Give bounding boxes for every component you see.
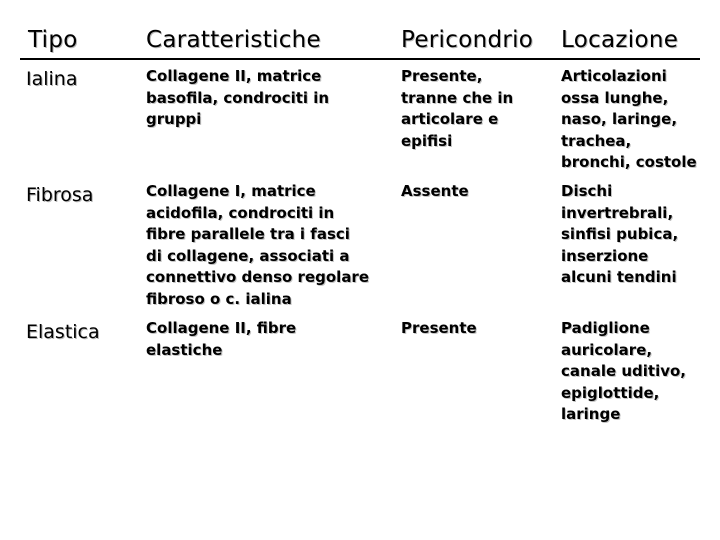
text-line: basofila, condrociti in xyxy=(146,88,330,107)
text-line: alcuni tendini xyxy=(561,268,677,286)
text-line: acidofila, condrociti in xyxy=(146,203,335,222)
row-fibrosa-caratteristiche xyxy=(146,181,369,310)
text-line: Assente xyxy=(401,182,469,200)
header-locazione: Locazione xyxy=(561,27,679,53)
text-line: connettivo denso regolare xyxy=(146,268,370,286)
text-line: fibre parallele tra i fasci xyxy=(146,225,350,243)
text-line: Presente xyxy=(401,319,477,337)
text-line: Collagene II, matrice xyxy=(146,67,322,85)
text-line: Articolazioni xyxy=(561,67,667,85)
header-tipo: Tipo xyxy=(28,27,78,53)
row-elastica-caratteristiche xyxy=(146,318,296,361)
text-line: auricolare, xyxy=(561,340,653,359)
text-line: bronchi, costole xyxy=(561,153,697,171)
row-type-fibrosa: Fibrosa xyxy=(26,184,94,206)
text-line: sinfisi pubica, xyxy=(561,225,679,243)
text-line: tranne che in xyxy=(401,88,514,107)
text-line: naso, laringe, xyxy=(561,110,678,128)
row-fibrosa-locazione xyxy=(561,181,678,289)
text-line: elastiche xyxy=(146,340,223,359)
text-line: Dischi xyxy=(561,182,613,200)
text-line: invertrebrali, xyxy=(561,203,674,222)
text-line: inserzione xyxy=(561,246,649,265)
row-type-elastica: Elastica xyxy=(26,321,100,343)
row-type-ialina: Ialina xyxy=(26,68,78,90)
text-line: gruppi xyxy=(146,110,202,128)
row-elastica-locazione xyxy=(561,318,686,426)
text-line: Collagene II, fibre xyxy=(146,319,297,337)
row-ialina-pericondrio xyxy=(401,66,513,152)
text-line: laringe xyxy=(561,405,621,423)
row-elastica-pericondrio xyxy=(401,318,477,340)
row-ialina-caratteristiche xyxy=(146,66,329,131)
text-line: di collagene, associati a xyxy=(146,246,350,265)
text-line: Padiglione xyxy=(561,319,650,337)
text-line: articolare e xyxy=(401,110,499,128)
text-line: trachea, xyxy=(561,131,632,150)
text-line: epiglottide, xyxy=(561,383,660,402)
text-line: ossa lunghe, xyxy=(561,88,669,107)
text-line: canale uditivo, xyxy=(561,362,687,380)
text-line: epifisi xyxy=(401,131,453,150)
text-line: fibroso o c. ialina xyxy=(146,289,292,308)
header-pericondrio: Pericondrio xyxy=(401,27,534,53)
header-caratteristiche: Caratteristiche xyxy=(146,27,322,53)
row-ialina-locazione xyxy=(561,66,697,174)
header-underline xyxy=(20,58,700,60)
row-fibrosa-pericondrio xyxy=(401,181,469,203)
text-line: Collagene I, matrice xyxy=(146,182,316,200)
text-line: Presente, xyxy=(401,67,483,85)
